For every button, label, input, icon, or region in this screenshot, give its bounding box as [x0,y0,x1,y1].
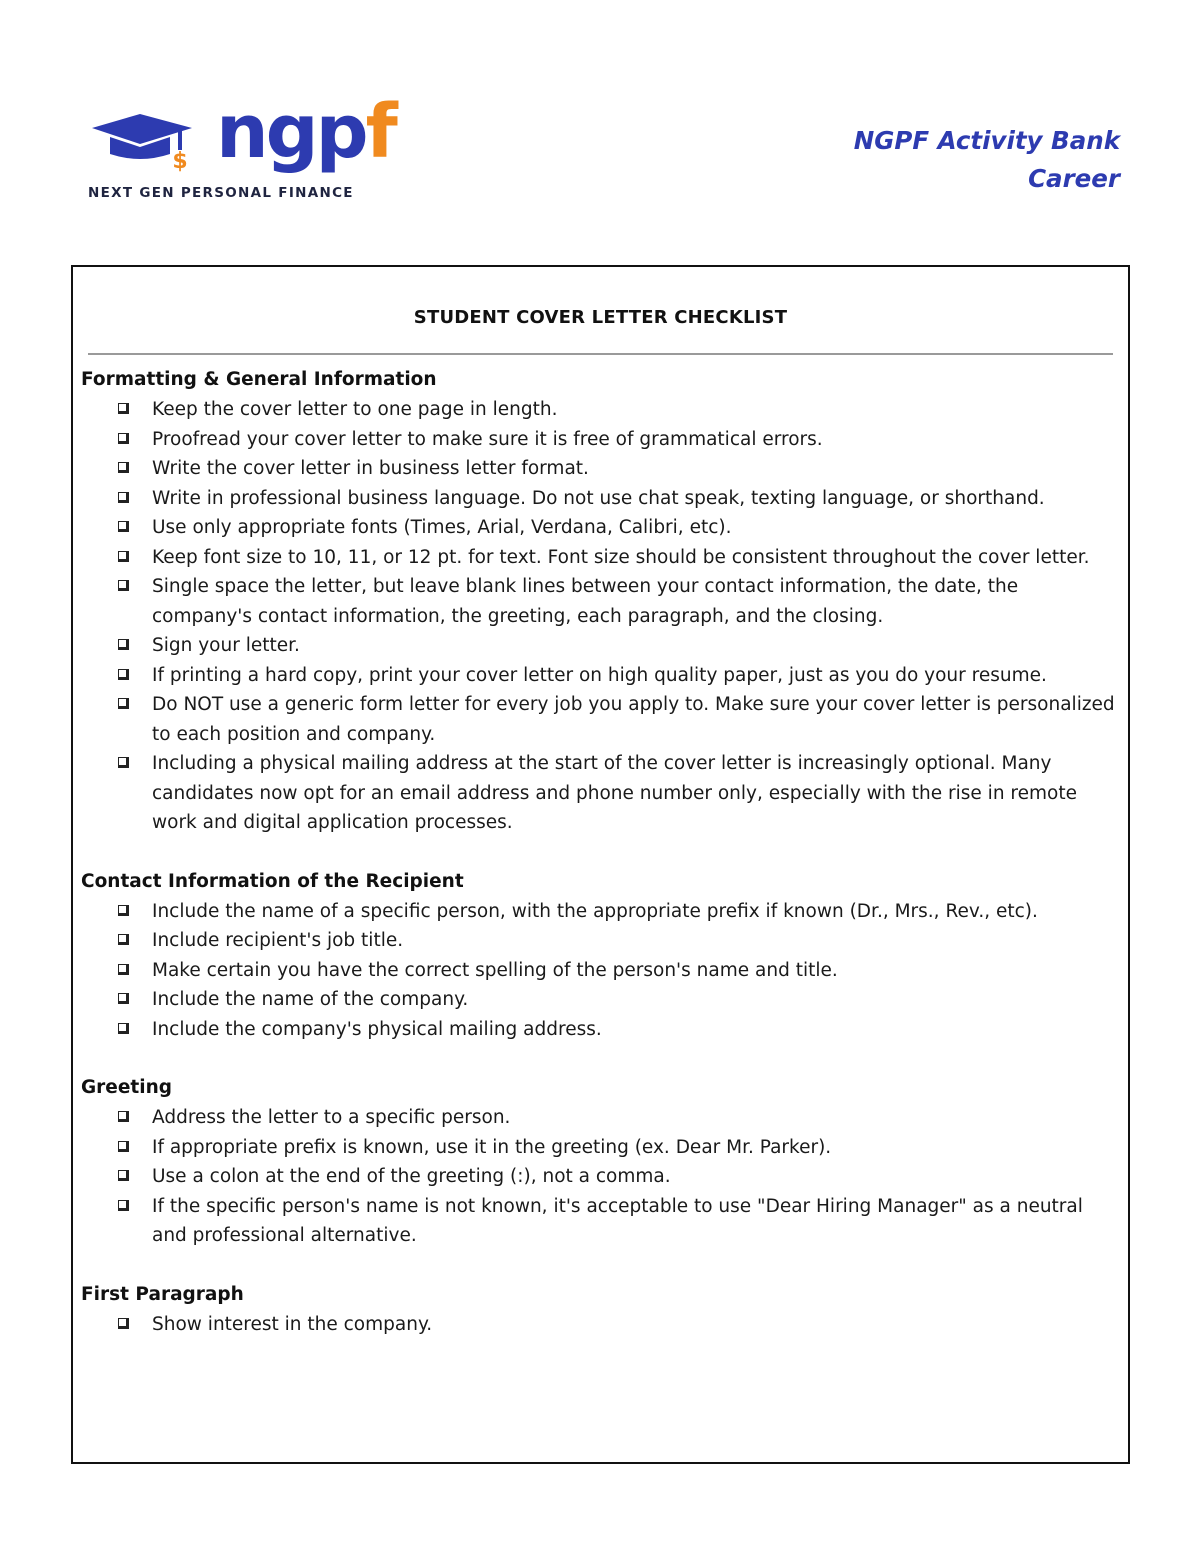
checkbox-icon [118,905,131,918]
checkbox-icon [118,669,131,682]
checklist-section [81,1280,1118,1340]
checklist-box [71,265,1130,1464]
checkbox-icon [118,1111,131,1124]
checkbox-icon [118,462,131,475]
title-divider [88,353,1113,355]
logo-tagline: NEXT GEN PERSONAL FINANCE [88,185,354,201]
checkbox-icon [118,1141,131,1154]
checklist-item-text: Use only appropriate fonts (Times, Arial, Verdana, Calibri, etc). [152,517,732,538]
checklist-item-text: Keep the cover letter to one page in length. [152,399,558,420]
checklist-item [81,631,1118,661]
checklist-item-text: Include the name of a specific person, with the appropriate prefix if known (Dr., Mrs., Rev., etc). [152,900,1038,922]
checklist-section [81,365,1118,838]
checklist-item-text: Use a colon at the end of the greeting (:), not a comma. [152,1166,671,1187]
checklist-item [81,1103,1118,1133]
checklist-item-text: If printing a hard copy, print your cover letter on high quality paper, just as you do your resume. [152,664,1047,686]
checklist-item-text: Single space the letter, but leave blank lines between your contact information, the date, the company's contact information, the greeting, each paragraph, and the closing. [152,576,1019,627]
checkbox-icon [118,1318,131,1331]
ngpf-logo [88,89,395,208]
checkbox-icon [118,492,131,505]
checklist-item-text: Make certain you have the correct spelling of the person's name and title. [152,959,838,981]
checkbox-icon [118,433,131,446]
checkbox-icon [118,1200,131,1213]
section-title: Greeting [81,1077,173,1098]
checklist-item [81,454,1118,484]
checklist-item [81,1162,1118,1192]
checkbox-icon [118,403,131,416]
checklist-item [81,1015,1118,1045]
checkbox-icon [118,1023,131,1036]
checklist-sections [81,365,1118,1368]
checkbox-icon [118,1170,131,1183]
checklist-item [81,661,1118,691]
checklist-item [81,956,1118,986]
checklist-item-text: Address the letter to a specific person. [152,1107,511,1128]
checklist-title: STUDENT COVER LETTER CHECKLIST [413,307,788,328]
checklist-item [81,1133,1118,1163]
checklist-item [81,897,1118,927]
checkbox-icon [118,934,131,947]
checklist-item-text: If the specific person's name is not known, it's acceptable to use "Dear Hiring Manager" as a neutral and professional alternative. [152,1195,1083,1246]
checkbox-icon [118,551,131,564]
checklist-items [81,897,1118,1045]
checklist-item-text: Include the company's physical mailing address. [152,1018,602,1040]
checkbox-icon [118,580,131,593]
activity-bank-title: NGPF Activity Bank [853,126,1120,155]
checkbox-icon [118,639,131,652]
checklist-items [81,395,1118,838]
checklist-item-text: Include the name of the company. [152,989,469,1010]
checklist-item-text: Proofread your cover letter to make sure it is free of grammatical errors. [152,428,823,450]
checklist-item-text: Include recipient's job title. [152,930,404,951]
checklist-item-text: Keep font size to 10, 11, or 12 pt. for text. Font size should be consistent throughout the cover letter. [152,546,1090,568]
checklist-item [81,985,1118,1015]
header-info [854,122,1120,198]
logo-wordmark: ngpf [216,89,395,175]
graduation-cap-icon [88,106,216,176]
checklist-item-text: Do NOT use a generic form letter for every job you apply to. Make sure your cover letter is personalized to each position and company. [152,694,1115,745]
checklist-item-text: Show interest in the company. [152,1313,433,1335]
checklist-item [81,926,1118,956]
checklist-item-text: Write the cover letter in business letter format. [152,458,589,479]
checklist-item [81,572,1118,631]
checklist-item [81,513,1118,543]
checklist-item-text: If appropriate prefix is known, use it in the greeting (ex. Dear Mr. Parker). [152,1136,832,1158]
checklist-items [81,1310,1118,1340]
checklist-item [81,425,1118,455]
section-title: Contact Information of the Recipient [81,870,464,892]
svg-text:$: $ [172,149,188,174]
category-label: Career [1028,164,1120,193]
checklist-items [81,1103,1118,1251]
section-title: First Paragraph [81,1283,244,1305]
section-title: Formatting & General Information [81,369,437,390]
checklist-item [81,484,1118,514]
checklist-item-text: Write in professional business language. Do not use chat speak, texting language, or shorthand. [152,487,1045,509]
checkbox-icon [118,521,131,534]
checklist-item [81,1192,1118,1251]
checkbox-icon [118,964,131,977]
checklist-item [81,690,1118,749]
checklist-item-text: Including a physical mailing address at the start of the cover letter is increasingly optional. Many candidates now opt for an email address and phone number only, especially with the rise in remote work and digital application processes. [152,753,1077,833]
checkbox-icon [118,993,131,1006]
checkbox-icon [118,757,131,770]
checklist-item [81,395,1118,425]
checklist-section [81,1073,1118,1251]
checkbox-icon [118,698,131,711]
checklist-item [81,749,1118,838]
checklist-item-text: Sign your letter. [152,635,300,656]
checklist-item [81,543,1118,573]
checklist-section [81,867,1118,1045]
checklist-item [81,1310,1118,1340]
